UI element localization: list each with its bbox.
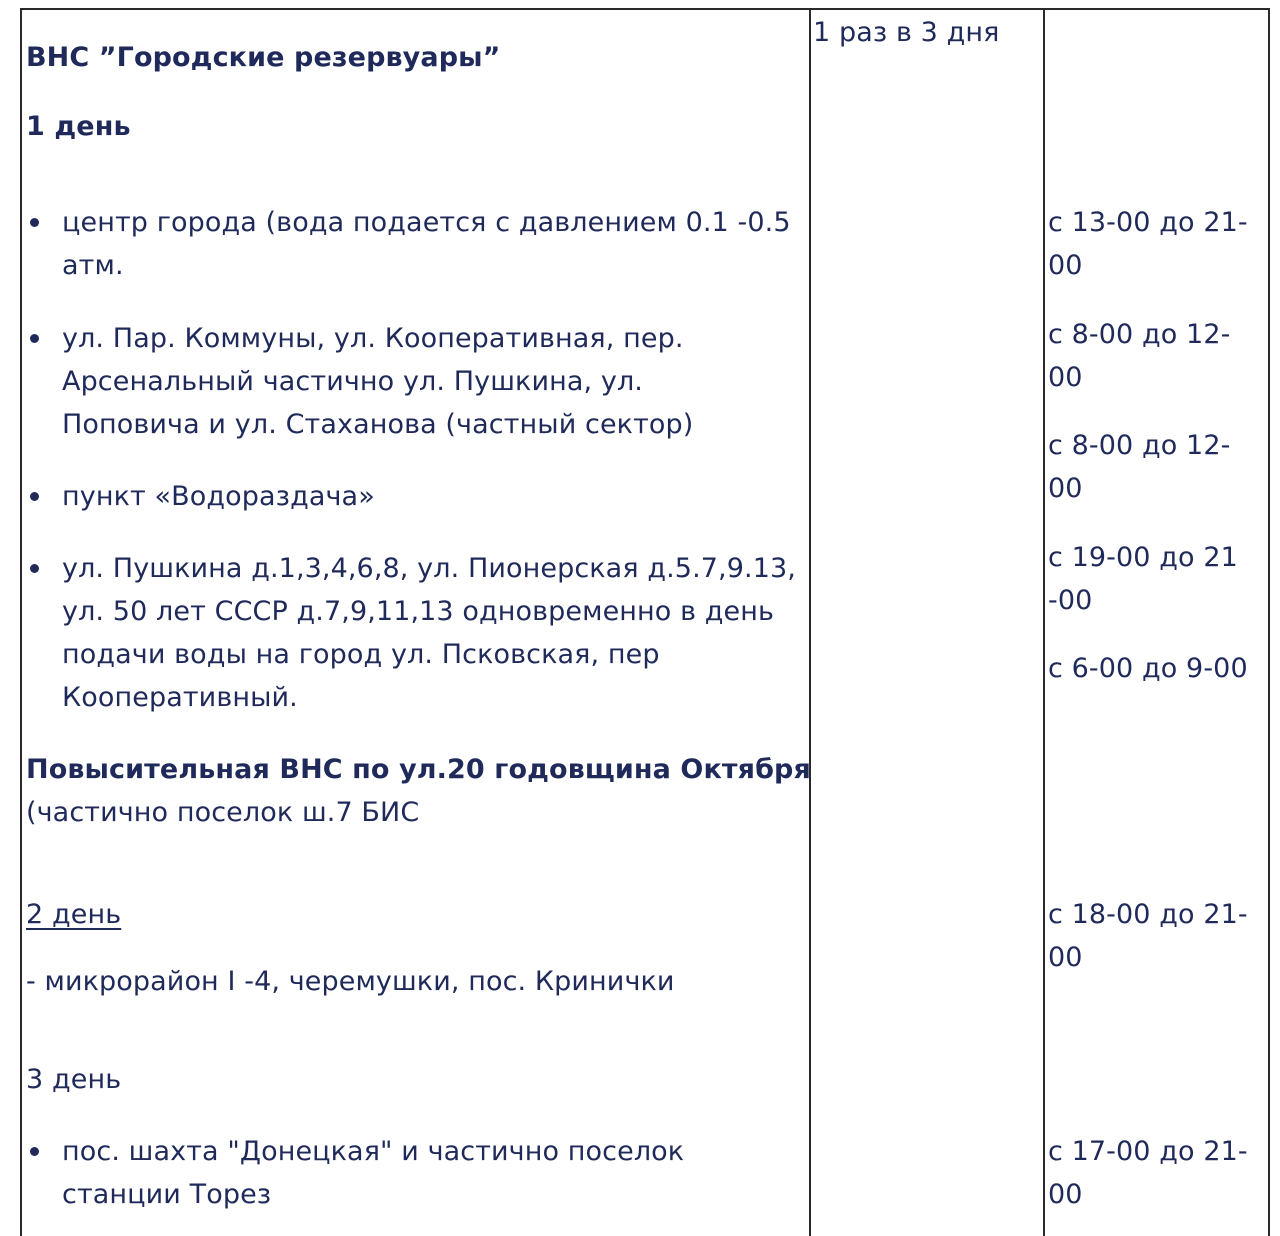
table-top-border	[20, 8, 1270, 10]
list-item-text: пункт «Водораздача»	[62, 481, 375, 512]
time-cell: с 13-00 до 21- 00	[1048, 207, 1248, 281]
bullet-icon	[30, 1147, 39, 1156]
time-cell: с 19-00 до 21 -00	[1048, 542, 1238, 616]
table-column-border-3	[1043, 8, 1045, 1236]
table-column-border-left	[20, 8, 22, 1236]
section2-day-label	[26, 893, 121, 936]
table-column-border-right	[1268, 8, 1270, 1236]
bullet-icon	[30, 334, 39, 343]
list-item-text: ул. Пушкина д.1,3,4,6,8, ул. Пионерская д.5.7,9.13, ул. 50 лет СССР д.7,9,11,13 одновременно в день подачи воды на город ул. Псковская, пер Кооперативный.	[62, 553, 796, 713]
section1-title: ВНС ”Городские резервуары”	[26, 42, 501, 73]
section1-day-label: 1 день	[26, 111, 131, 142]
section2-title: Повысительная ВНС по ул.20 годовщина Октября	[26, 754, 811, 785]
bullet-icon	[30, 218, 39, 227]
frequency-cell: 1 раз в 3 дня	[813, 17, 1000, 48]
section2-item: - микрорайон I -4, черемушки, пос. Кринички	[26, 966, 675, 997]
section2-subtitle: (частично поселок ш.7 БИС	[26, 797, 420, 828]
list-item-text: пос. шахта "Донецкая" и частично поселок станции Торез	[62, 1136, 685, 1210]
section3-day-label: 3 день	[26, 1064, 122, 1095]
time-cell: с 8-00 до 12- 00	[1048, 319, 1231, 393]
time-cell: с 8-00 до 12- 00	[1048, 430, 1231, 504]
time-cell: с 18-00 до 21- 00	[1048, 899, 1248, 973]
bullet-icon	[30, 492, 39, 501]
list-item-text: центр города (вода подается с давлением 0.1 -0.5 атм.	[62, 207, 791, 281]
day-link-text: 2 день	[26, 899, 122, 930]
time-cell: с 17-00 до 21- 00	[1048, 1136, 1248, 1210]
time-cell: с 6-00 до 9-00	[1048, 653, 1248, 684]
list-item-text: ул. Пар. Коммуны, ул. Кооперативная, пер. Арсенальный частично ул. Пушкина, ул. Поповича и ул. Стаханова (частный сектор)	[62, 323, 694, 440]
bullet-icon	[30, 564, 39, 573]
